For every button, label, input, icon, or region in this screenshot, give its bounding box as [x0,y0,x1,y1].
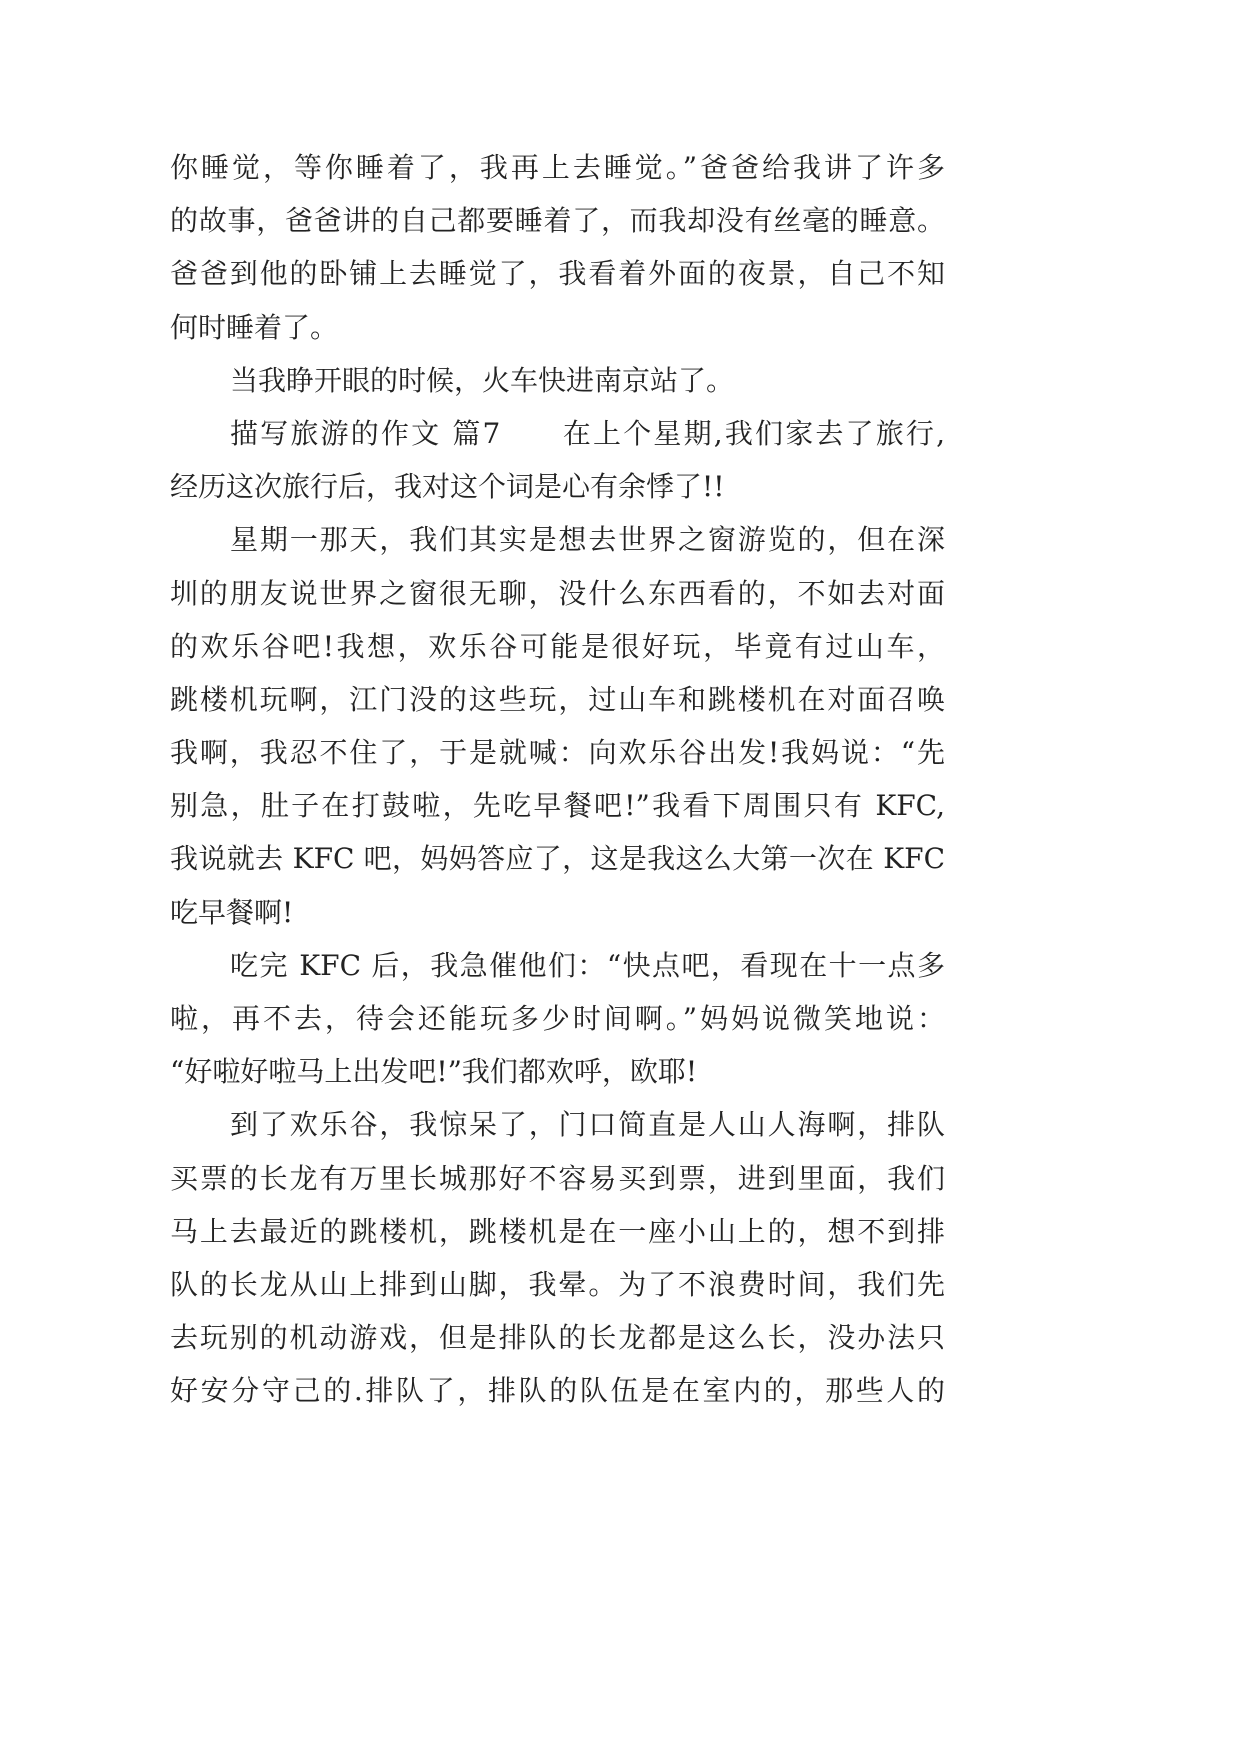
paragraph [170,141,945,354]
text-line: 别急，肚子在打鼓啦，先吃早餐吧!”我看下周围只有 KFC, [170,789,945,823]
paragraph [170,1098,945,1417]
document-body [170,141,945,1418]
text-line: 的故事，爸爸讲的自己都要睡着了，而我却没有丝毫的睡意。 [170,204,945,238]
text-line: 我说就去 KFC 吧，妈妈答应了，这是我这么大第一次在 KFC [170,842,945,876]
text-line: 啦，再不去，待会还能玩多少时间啊。”妈妈说微笑地说： [170,1002,945,1035]
paragraph [170,354,945,407]
paragraph [170,407,945,513]
text-line: 爸爸到他的卧铺上去睡觉了，我看着外面的夜景，自己不知 [170,257,945,291]
text-line: 何时睡着了。 [170,310,339,344]
text-line: “好啦好啦马上出发吧!”我们都欢呼，欧耶! [170,1055,698,1089]
text-line: 好安分守己的.排队了，排队的队伍是在室内的，那些人的 [170,1374,945,1408]
text-line: 我啊，我忍不住了，于是就喊：向欢乐谷出发!我妈说：“先 [170,736,945,770]
text-line: 跳楼机玩啊，江门没的这些玩，过山车和跳楼机在对面召唤 [170,682,945,716]
section-heading-line: 描写旅游的作文 篇7 在上个星期,我们家去了旅行, [230,416,945,450]
text-line: 到了欢乐谷，我惊呆了，门口简直是人山人海啊，排队 [230,1108,945,1142]
paragraph [170,939,945,1099]
paragraph [170,513,945,939]
text-line: 吃完 KFC 后，我急催他们：“快点吧，看现在十一点多 [230,948,945,982]
text-line: 经历这次旅行后，我对这个词是心有余悸了!! [170,470,725,504]
text-line: 当我睁开眼的时候，火车快进南京站了。 [230,363,735,397]
text-line: 马上去最近的跳楼机，跳楼机是在一座小山上的，想不到排 [170,1214,945,1248]
text-line: 买票的长龙有万里长城那好不容易买到票，进到里面，我们 [170,1161,945,1195]
text-line: 星期一那天，我们其实是想去世界之窗游览的，但在深 [230,523,945,557]
text-line: 圳的朋友说世界之窗很无聊，没什么东西看的，不如去对面 [170,576,945,610]
text-line: 吃早餐啊! [170,895,294,929]
text-line: 你睡觉，等你睡着了，我再上去睡觉。”爸爸给我讲了许多 [170,151,945,184]
text-line: 的欢乐谷吧!我想，欢乐谷可能是很好玩，毕竟有过山车， [170,629,945,663]
text-line: 去玩别的机动游戏，但是排队的长龙都是这么长，没办法只 [170,1321,945,1355]
text-line: 队的长龙从山上排到山脚，我晕。为了不浪费时间，我们先 [170,1267,945,1301]
